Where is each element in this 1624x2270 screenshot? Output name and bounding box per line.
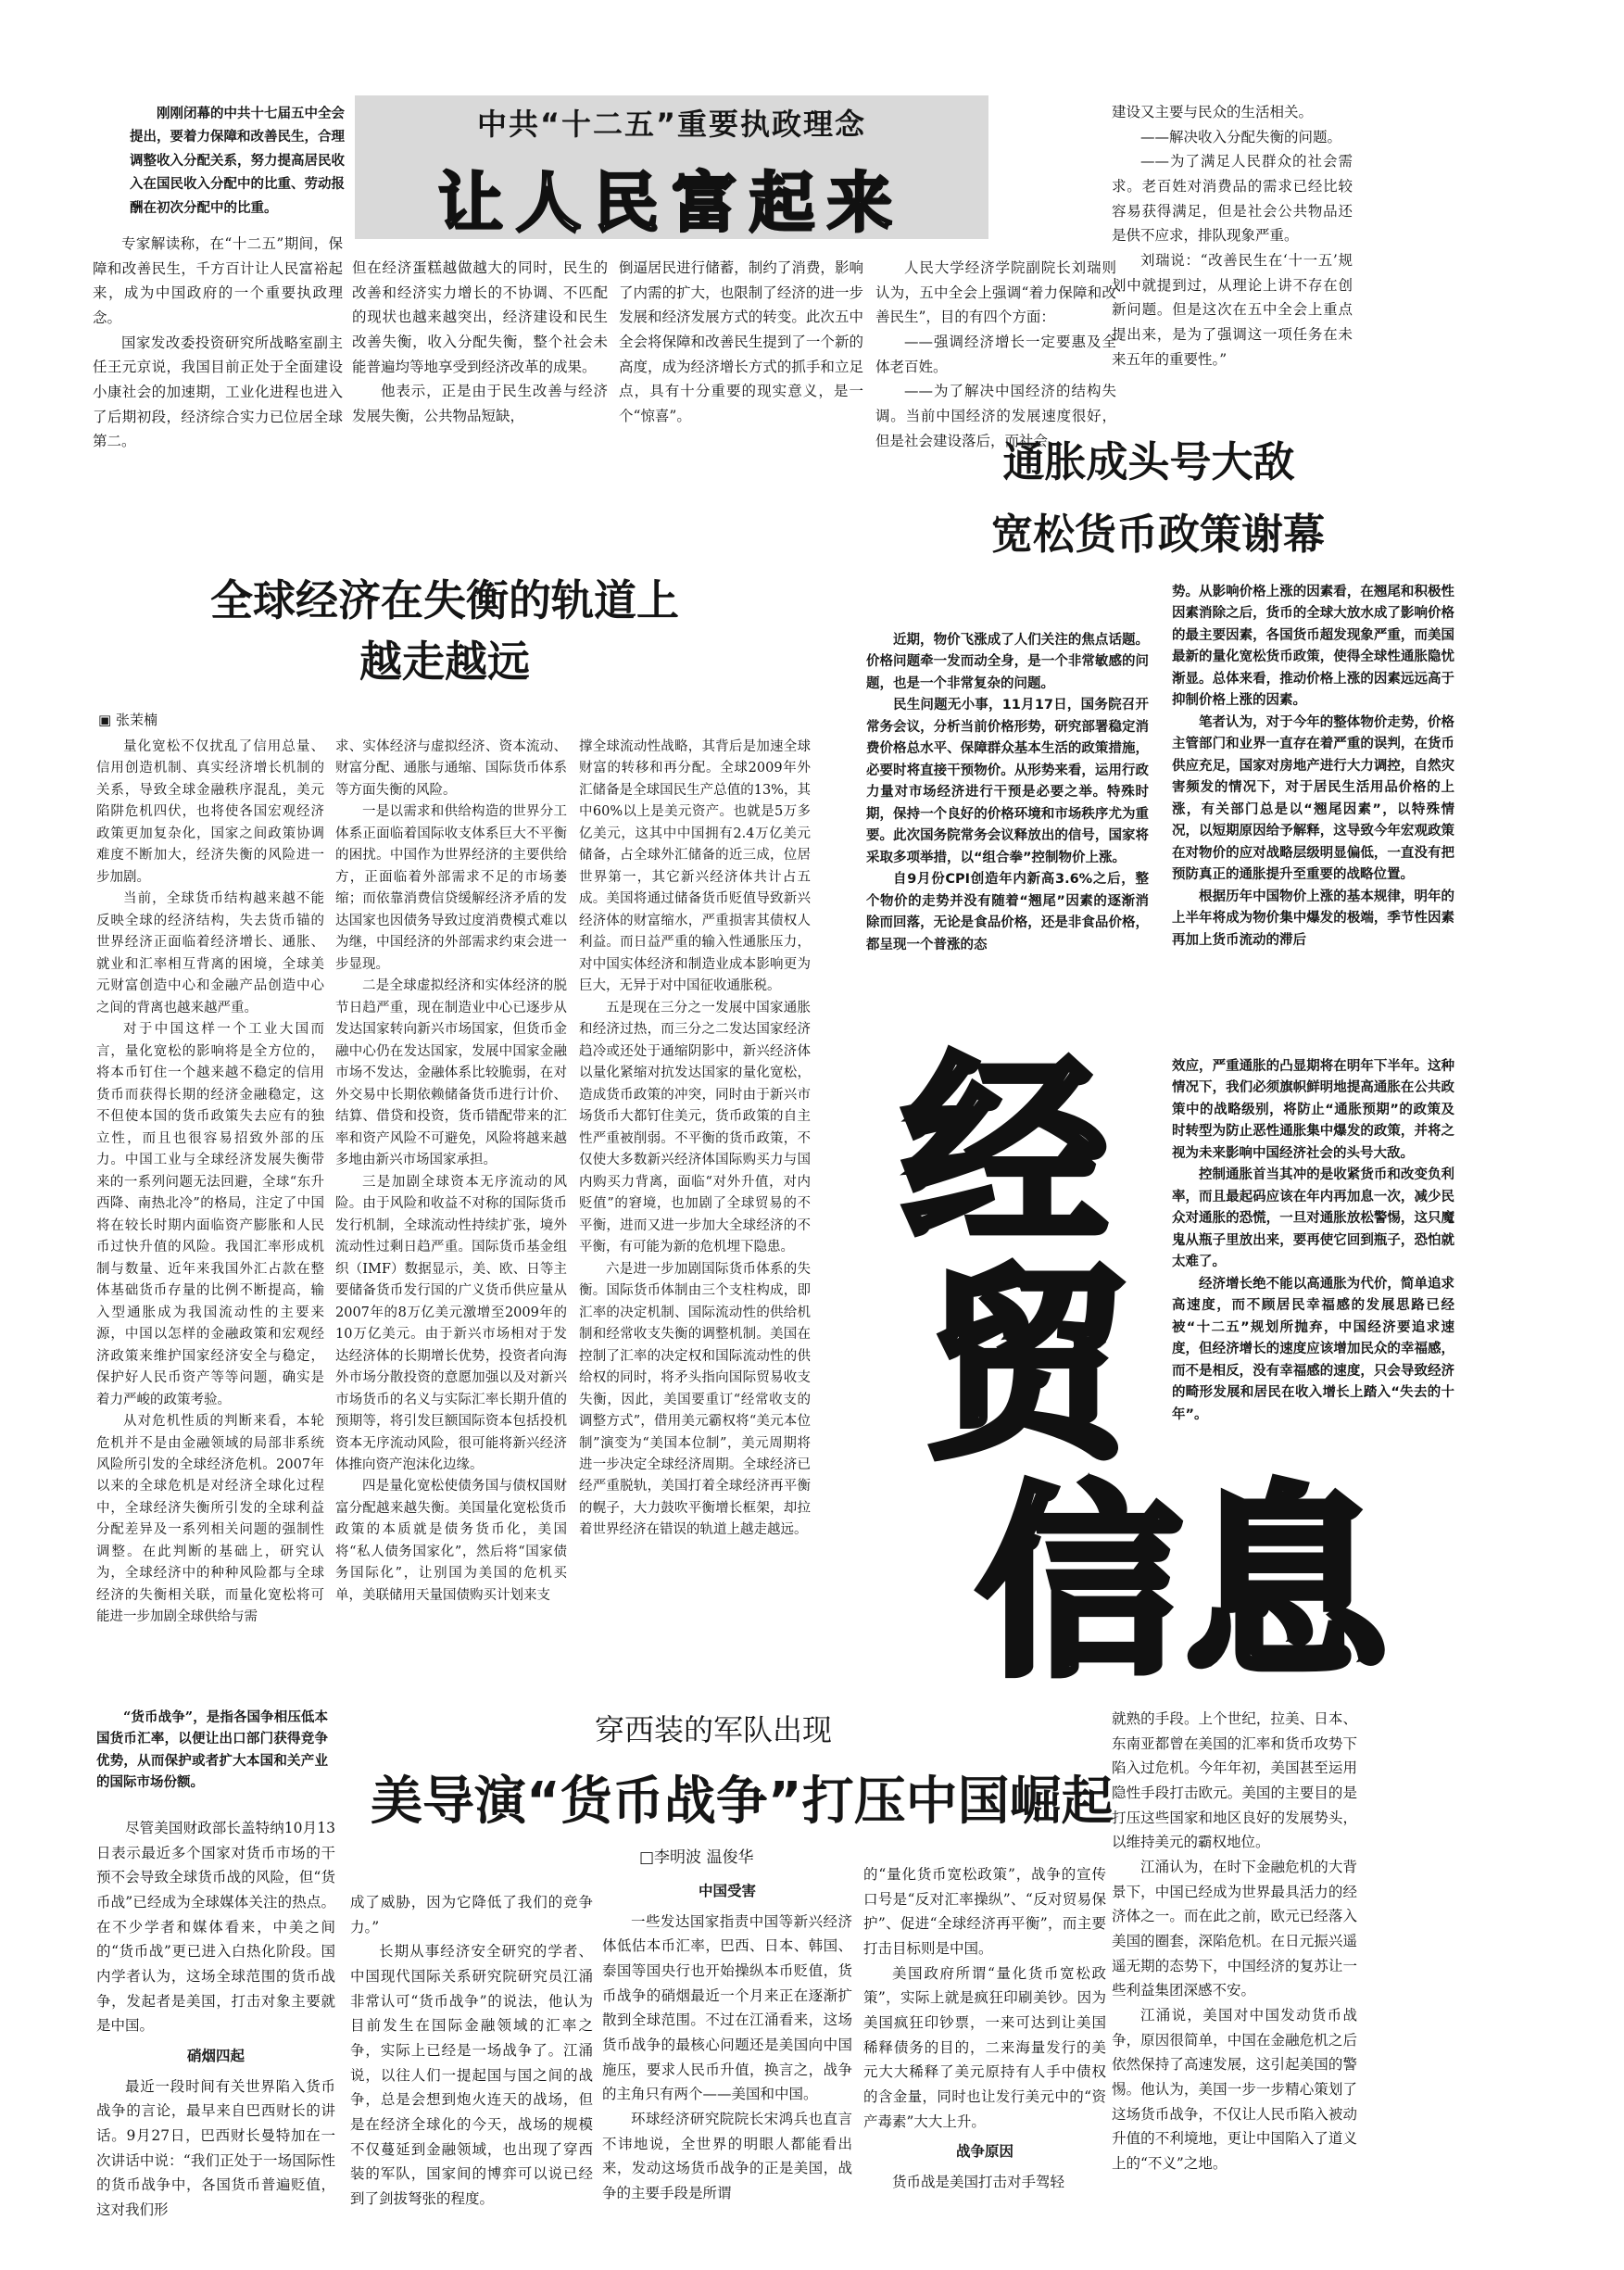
s3-column-3: 撑全球流动性战略，其背后是加速全球财富的转移和再分配。全球2009年外汇储备是全球国民生产总值的13%，其中60%以上是美元资产。也就是5万多亿美元，这其中中国拥有2.4万亿美元储备，占全球外汇储备的近三成，位居世界第一，其它新兴经济体共计占五成。美国将通过储备货币贬值导致新兴经济体的财富缩水，严重损害其债权人利益。而日益严重的输入性通胀压力，对中国实体经济和制造业成本影响更为巨大，无异于对中国征收通胀税。 五是现在三分之一发展中国家通胀和经济过热，而三分之二发达国家经济趋冷或还处于通缩阴影中，新兴经济体以量化紧缩对抗发达国家的量化宽松，造成货币政策的冲突，同时由于新兴市场货币大都钉住美元，货币政策的自主性严重被削弱。不平衡的货币政策，不仅使大多数新兴经济体国际购买力与国内购买力背离，面临“对外升值，对内贬值”的窘境，也加剧了全球贸易的不平衡，进而又进一步加大全球经济的不平衡，有可能为新的危机埋下隐患。 六是进一步加剧国际货币体系的失衡。国际货币体制由三个支柱构成，即汇率的决定机制、国际流动性的供给机制和经常收支失衡的调整机制。美国在控制了汇率的决定权和国际流动性的供给权的同时，将矛头指向国际贸易收支失衡，因此，美国要重订“经常收支的调整方式”，借用美元霸权将“美元本位制”演变为“美国本位制”，美元周期将进一步决定全球经济周期。全球经济已经严重脱轨，美国打着全球经济再平衡的幌子，大力鼓吹平衡增长框架，却拉着世界经济在错误的轨道上越走越远。 [579, 739, 811, 1538]
s4-column-4: 的“量化货币宽松政策”，战争的宣传口号是“反对汇率操纵”、“反对贸易保护”、促进“全球经济再平衡”，而主要打击目标则是中国。 美国政府所谓“量化货币宽松政策”，实际上就是疯狂印刷美钞。因为美国疯狂印钞票，一来可达到让美国稀释债务的目的，二来海量发行的美元大大稀释了美元原持有人手中债权的含金量，同时也让发行美元中的“资产毒素”大大上升。 战争原因 货币战是美国打击对手驾轻 [863, 1866, 1106, 2190]
s4-column-2: 成了威胁，因为它降低了我们的竞争力。” 长期从事经济安全研究的学者、中国现代国际关系研究院研究员江涌非常认可“货币战争”的说法，他认为目前发生在国际金融领域的汇率之争，实际上已经是一场战争了。江涌说，以往人们一提起国与国之间的战争，总是会想到炮火连天的战场，但是在经济全球化的今天，战场的规模不仅蔓延到金融领域，也出现了穿西装的军队，国家间的博弈可以说已经到了剑拔弩张的程度。 [350, 1894, 593, 2207]
s1-column-5: 建设又主要与民众的生活相关。 ——解决收入分配失衡的问题。 ——为了满足人民群众的社会需求。老百姓对消费品的需求已经比较容易获得满足，但是社会公共物品还是供不应求，排队现象严重。 刘瑞说：“改善民生在‘十一五’规划中就提到过，从理论上讲不存在创新问题。但是这次在五中全会上重点提出来，是为了强调这一项任务在未来五年的重要性。” [1112, 104, 1353, 368]
s2-title-line-2: 宽松货币政策谢幕 [990, 510, 1325, 559]
s2-column-1: 近期，物价飞涨成了人们关注的焦点话题。价格问题牵一发而动全身，是一个非常敏感的问题，也是一个非常复杂的问题。 民生问题无小事，11月17日，国务院召开常务会议，分析当前价格形势，研究部署稳定消费价格总水平、保障群众基本生活的政策措施，必要时将直接干预物价。从形势来看，运用行政力量对市场经济进行干预是必要之举。特殊时期，保持一个良好的价格环境和市场秩序尤为重要。此次国务院常务会议释放出的信号，国家将采取多项举措，以“组合拳”控制物价上涨。 自9月份CPI创造年内新高3.6%之后，整个物价的走势并没有随着“翘尾”因素的逐渐消除而回落，无论是食品价格，还是非食品价格，都呈现一个普涨的态 [866, 633, 1149, 952]
s4-kicker: 穿西装的军队出现 [594, 1712, 832, 1747]
section-label-char-1: 经 [903, 1035, 1108, 1272]
subhead-3: 战争原因 [955, 2143, 1013, 2161]
s4-column-5: 就熟的手段。上个世纪，拉美、日本、东南亚都曾在美国的汇率和货币攻势下陷入过危机。今年年初，美国甚至运用隐性手段打击欧元。美国的主要目的是打压这些国家和地区良好的发展势头，以维持美元的霸权地位。 江涌认为，在时下金融危机的大背景下，中国已经成为世界最具活力的经济体之一。而在此之前，欧元已经落入美国的圈套，深陷危机。在日元振兴遥遥无期的态势下，中国经济的复苏让一些利益集团深感不安。 江涌说，美国对中国发动货币战争，原因很简单，中国在金融危机之后依然保持了高速发展，这引起美国的警惕。他认为，美国一步一步精心策划了这场货币战争，不仅让人民币陷入被动升值的不利境地，更让中国陷入了道义上的“不义”之地。 [1112, 1710, 1357, 2172]
section-label-char-4: 息 [1184, 1466, 1389, 1703]
s4-author: □李明波 温俊华 [639, 1848, 754, 1867]
s1-column-2: 但在经济蛋糕越做越大的同时，民生的改善和经济实力增长的不协调、不匹配的现状也越来越突出，经济建设和民生改善失衡，收入分配失衡，整个社会未能普遍均等地享受到经济改革的成果。 他表示，正是由于民生改善与经济发展失衡，公共物品短缺， [352, 259, 608, 424]
s1-column-1: 专家解读称，在“十二五”期间，保障和改善民生，千方百计让人民富裕起来，成为中国政府的一个重要执政理念。 国家发改委投资研究所战略室副主任王元京说，我国目前正处于全面建设小康社会的加速期，工业化进程也进入了后期初段，经济综合实力已位居全球第二。 [93, 235, 343, 450]
s2-title-line-1: 通胀成头号大敌 [1002, 437, 1295, 486]
s2-column-2: 势。从影响价格上涨的因素看，在翘尾和积极性因素消除之后，货币的全球大放水成了影响价格的最主要因素，各国货币超发现象严重，而美国最新的量化宽松货币政策，使得全球性通胀隐忧渐显。总体来看，推动价格上涨的因素远远高于抑制价格上涨的因素。 笔者认为，对于今年的整体物价走势，价格主管部门和业界一直存在着严重的误判，在货币供应充足，国家对房地产进行大力调控，自然灾害频发的情况下，对于居民生活用品价格的上涨，有关部门总是以“翘尾因素”，以特殊情况，以短期原因给予解释，这导致今年宏观政策在对物价的应对战略层级明显偏低，一直没有把预防真正的通胀提升至重要的战略位置。 根据历年中国物价上涨的基本规律，明年的上半年将成为物价集中爆发的极端，季节性因素再加上货币流动的滞后 [1172, 585, 1454, 948]
subhead-1: 硝烟四起 [186, 2047, 245, 2064]
s3-column-1: 量化宽松不仅扰乱了信用总量、信用创造机制、真实经济增长机制的关系，导致全球金融秩序混乱，美元陷阱危机四伏，也将使各国宏观经济政策更加复杂化，国家之间政策协调难度不断加大，经济失衡的风险进一步加剧。 当前，全球货币结构越来越不能反映全球的经济结构，失去货币锚的世界经济正面临着经济增长、通胀、就业和汇率相互背离的困境，全球美元财富创造中心和金融产品创造中心之间的背离也越来越严重。 对于中国这样一个工业大国而言，量化宽松的影响将是全方位的，将本币钉住一个越来越不稳定的信用货币而获得长期的经济金融稳定，这不但使本国的货币政策失去应有的独立性，而且也很容易招致外部的压力。中国工业与全球经济发展失衡带来的一系列问题无法回避，全球“东升西降、南热北冷”的格局，注定了中国将在较长时期内面临资产膨胀和人民币过快升值的风险。我国汇率形成机制与数量、近年来我国外汇占款在整体基础货币存量的比例不断提高，输入型通胀成为我国流动性的主要来源，中国以怎样的金融政策和宏观经济政策来维护国家经济安全与稳定，保护好人民币资产等等问题，确实是着力严峻的政策考验。 从对危机性质的判断来看，本轮危机并不是由金融领域的局部非系统风险所引发的全球经济危机。2007年以来的全球危机是对经济全球化过程中，全球经济失衡所引发的全球利益分配差异及一系列相关问题的强制性调整。在此判断的基础上，研究认为，全球经济中的种种风险都与全球经济的失衡相关联，而量化宽松将可能进一步加剧全球供给与需 [96, 739, 324, 1625]
s1-lead: 刚刚闭幕的中共十七届五中全会提出，要着力保障和改善民生，合理调整收入分配关系，努力提高居民收入在国民收入分配中的比重、劳动报酬在初次分配中的比重。 [130, 106, 345, 216]
s1-column-4: 人民大学经济学院副院长刘瑞则认为，五中全会上强调“着力保障和改善民生”，目的有四个方面： ——强调经济增长一定要惠及全体老百姓。 ——为了解决中国经济的结构失调。当前中国经济的发展速度很好，但是社会建设落后，而社会 [875, 259, 1116, 449]
s3-title-line-2: 越走越远 [359, 637, 530, 687]
s3-title-line-1: 全球经济在失衡的轨道上 [210, 575, 679, 625]
s4-column-3: 中国受害 一些发达国家指责中国等新兴经济体低估本币汇率，巴西、日本、韩国、泰国等国央行也开始操纵本币贬值，货币战争的硝烟最近一个月来正在逐渐扩散到全球范围。不过在江涌看来，这场货币战争的最核心问题还是美国向中国施压，要求人民币升值，换言之，战争的主角只有两个——美国和中国。 环球经济研究院院长宋鸿兵也直言不讳地说，全世界的明眼人都能看出来，发动这场货币战争的正是美国，战争的主要手段是所谓 [602, 1879, 852, 2214]
headline: 让人民富起来 [438, 165, 905, 241]
subhead-2: 中国受害 [698, 1883, 756, 1899]
s3-author: 张茉楠 [115, 712, 157, 728]
s2-column-3: 效应，严重通胀的凸显期将在明年下半年。这种情况下，我们必须旗帜鲜明地提高通胀在公共政策中的战略级别，将防止“通胀预期”的政策及时转型为防止恶性通胀集中爆发的政策，并将之视为未来影响中国经济社会的头号大敌。 控制通胀首当其冲的是收紧货币和改变负利率，而且最起码应该在年内再加息一次，减少民众对通胀的恐慌，一旦对通胀放松警惕，这只魔鬼从瓶子里放出来，要再使它回到瓶子，恐怕就太难了。 经济增长绝不能以高通胀为代价，简单追求高速度，而不顾居民幸福感的发展思路已经被“十二五”规划所抛弃，中国经济要追求速度，但经济增长的速度应该增加民众的幸福感，而不是相反，没有幸福感的速度，只会导致经济的畸形发展和居民在收入增长上踏入“失去的十年”。 [1172, 1059, 1454, 1422]
byline-square-icon: ▣ [98, 712, 116, 728]
s1-column-3: 倒逼居民进行储蓄，制约了消费，影响了内需的扩大，也限制了经济的进一步发展和经济发展方式的转变。此次五中全会将保障和改善民生提到了一个新的高度，成为经济增长方式的抓手和立足点，具有十分重要的现实意义，是一个“惊喜”。 [619, 259, 863, 424]
s3-column-2: 求、实体经济与虚拟经济、资本流动、财富分配、通胀与通缩、国际货币体系等方面失衡的风险。 一是以需求和供给构造的世界分工体系正面临着国际收支体系巨大不平衡的困扰。中国作为世界经济的主要供给方，正面临着外部需求不足的市场萎缩；而依靠消费信贷缓解经济矛盾的发达国家也因债务导致过度消费模式难以为继，中国经济的外部需求约束会进一步显现。 二是全球虚拟经济和实体经济的脱节日趋严重，现在制造业中心已逐步从发达国家转向新兴市场国家，但货币金融中心仍在发达国家，发展中国家金融市场不发达，金融体系比较脆弱，在对外交易中长期依赖储备货币进行计价、结算、借贷和投资，货币错配带来的汇率和资产风险不可避免，风险将越来越多地由新兴市场国家承担。 三是加剧全球资本无序流动的风险。由于风险和收益不对称的国际货币发行机制，全球流动性持续扩张，境外流动性过剩日趋严重。国际货币基金组织（IMF）数据显示，美、欧、日等主要储备货币发行国的广义货币供应量从2007年的8万亿美元激增至2009年的10万亿美元。由于新兴市场相对于发达经济体的长期增长优势，投资者向海外市场分散投资的意愿加强以及对新兴市场货币的名义与实际汇率长期升值的预期等，将引发巨额国际资本包括投机资本无序流动风险，很可能将新兴经济体推向资产泡沫化边缘。 四是量化宽松使债务国与债权国财富分配越来越失衡。美国量化宽松货币政策的本质就是债务货币化，美国将“私人债务国家化”，然后将“国家债务国际化”，让别国为美国的危机买单，美联储用天量国债购买计划来支 [335, 739, 567, 1603]
s4-column-1: 尽管美国财政部长盖特纳10月13日表示最近多个国家对货币市场的干预不会导致全球货币战的风险，但“货币战”已经成为全球媒体关注的热点。在不少学者和媒体看来，中美之间的“货币战”更已进入白热化阶段。国内学者认为，这场全球范围的货币战争，发起者是美国，打击对象主要就是中国。 硝烟四起 最近一段时间有关世界陷入货币战争的言论，最早来自巴西财长的讲话。9月27日，巴西财长曼特加在一次讲话中说：“我们正处于一场国际性的货币战争中，各国货币普遍贬值，这对我们形 [96, 1820, 335, 2218]
s4-lead: “货币战争”，是指各国争相压低本国货币汇率，以便让出口部门获得竞争优势，从而保护或者扩大本国和关产业的国际市场份额。 [96, 1709, 328, 1791]
kicker: 中共“十二五”重要执政理念 [476, 107, 867, 142]
s3-author-line [98, 710, 157, 729]
headline-banner [355, 95, 988, 239]
section-label-char-2: 贸 [926, 1248, 1131, 1485]
section-label-char-3: 信 [977, 1466, 1182, 1703]
s4-headline: 美导演“货币战争”打压中国崛起 [371, 1772, 1114, 1832]
